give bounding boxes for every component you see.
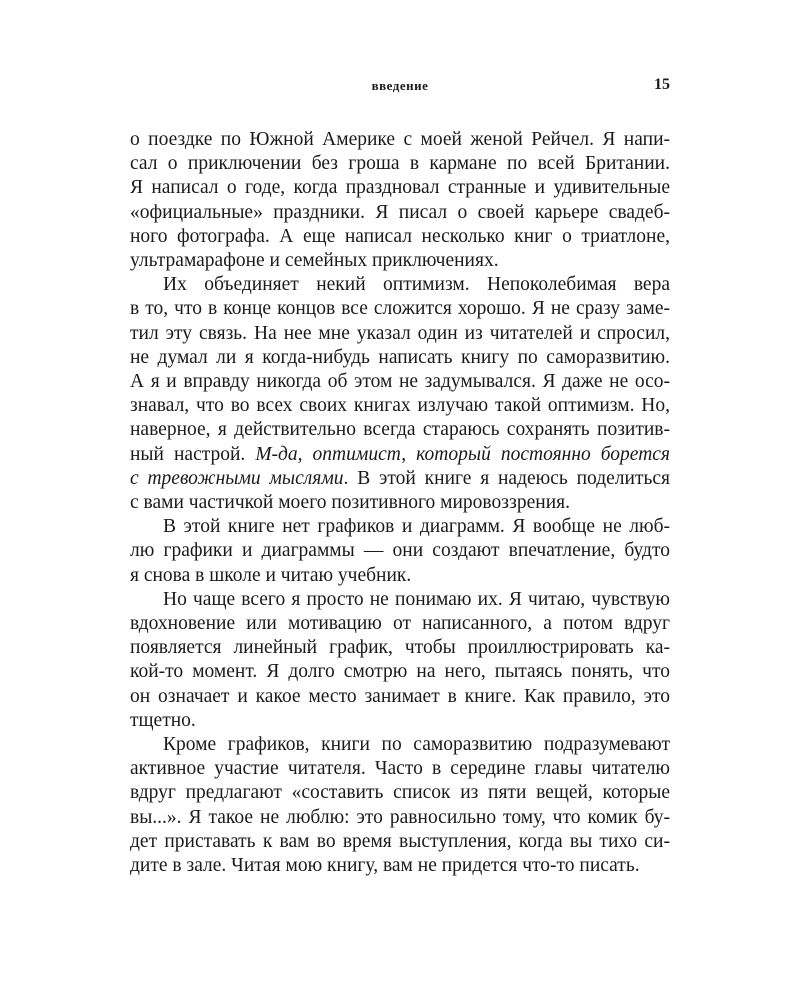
body-text — [130, 128, 670, 878]
text-line: дите в зале. Читая мою книгу, вам не придется что-то писать. — [130, 855, 640, 877]
italic-text: М-да, оптимист, который постоянно борется — [255, 443, 670, 465]
text-line: вдруг предлагают «составить список из пяти вещей, которые — [130, 782, 670, 804]
text-line: Их объединяет некий оптимизм. Непоколебимая вера — [163, 274, 670, 296]
text-line: наверное, я действительно всегда стараюсь сохранять позитив- — [130, 419, 670, 441]
text-line: сал о приключении без гроша в кармане по всей Британии. — [130, 153, 670, 175]
text-line-mixed — [130, 467, 670, 491]
text-line: дет приставать к вам во время выступления, когда вы тихо си- — [130, 830, 670, 852]
paragraph-2 — [130, 273, 670, 515]
text-line: лю графики и диаграммы — они создают впечатление, будто — [130, 540, 670, 562]
plain-text: ный настрой. — [130, 443, 256, 465]
text-line: в то, что в конце концов все сложится хорошо. Я не сразу заме- — [130, 298, 670, 320]
paragraph-4 — [130, 588, 670, 733]
plain-text: . В этой книге я надеюсь поделиться — [343, 467, 670, 489]
text-line: я снова в школе и читаю учебник. — [130, 564, 412, 586]
text-line: вдохновение или мотивацию от написанного, а потом вдруг — [130, 613, 670, 635]
text-line: он означает и какое место занимает в книге. Как правило, это — [130, 685, 670, 707]
text-line: «официальные» праздники. Я писал о своей карьере свадеб- — [130, 201, 670, 223]
text-line: кой-то момент. Я долго смотрю на него, пытаясь понять, что — [130, 661, 670, 683]
paragraph-1 — [130, 128, 670, 273]
text-line-mixed — [130, 443, 670, 467]
text-line: вы...». Я такое не люблю: это равносильно тому, что комик бу- — [130, 806, 670, 828]
text-line: появляется линейный график, чтобы проиллюстрировать ка- — [130, 637, 670, 659]
text-line: А я и вправду никогда об этом не задумывался. Я даже не осо- — [130, 371, 670, 393]
text-line: тщетно. — [130, 709, 196, 731]
section-title: введение — [371, 78, 429, 93]
text-line: знавал, что во всех своих книгах излучаю такой оптимизм. Но, — [130, 395, 670, 417]
text-line: Кроме графиков, книги по саморазвитию подразумевают — [163, 734, 670, 756]
text-line: о поездке по Южной Америке с моей женой Рейчел. Я напи- — [130, 129, 670, 150]
paragraph-3 — [130, 515, 670, 588]
text-line: В этой книге нет графиков и диаграмм. Я вообще не люб- — [163, 516, 670, 538]
paragraph-5 — [130, 733, 670, 878]
text-line: Я написал о годе, когда праздновал странные и удивительные — [130, 177, 670, 199]
running-head — [130, 76, 670, 98]
text-line: с вами частичкой моего позитивного мировоззрения. — [130, 492, 571, 514]
italic-text: с тревожными мыслями — [130, 467, 344, 489]
text-line: Но чаще всего я просто не понимаю их. Я читаю, чувствую — [163, 588, 670, 610]
text-line: тил эту связь. На нее мне указал один из читателей и спросил, — [130, 322, 670, 344]
page-number: 15 — [654, 76, 670, 93]
text-line: ного фотографа. А еще написал несколько книг о триатлоне, — [130, 225, 670, 247]
text-line: ультрамарафоне и семейных приключениях. — [130, 250, 499, 272]
text-line: не думал ли я когда-нибудь написать книгу по саморазвитию. — [130, 346, 670, 368]
text-line: активное участие читателя. Часто в середине главы читателю — [130, 758, 670, 780]
